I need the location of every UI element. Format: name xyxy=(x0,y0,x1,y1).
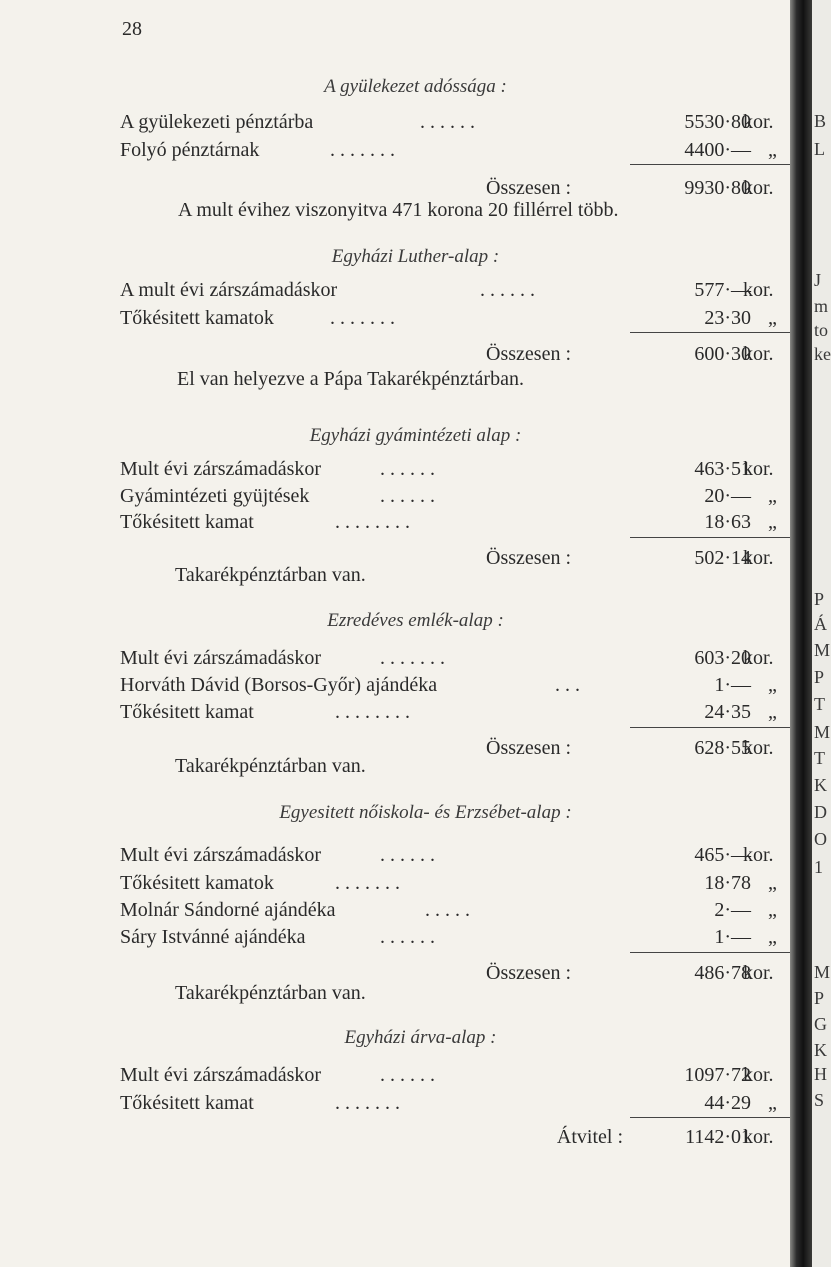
row-unit: „ xyxy=(768,674,777,696)
row-amount: 4400·— xyxy=(684,139,751,161)
total-amount: 600·30 xyxy=(694,343,751,365)
row-amount: 603·20 xyxy=(694,647,751,669)
row-label: A mult évi zárszámadáskor xyxy=(120,279,338,301)
total-label: Összesen : xyxy=(486,962,571,984)
row-amount: 577·— xyxy=(694,279,751,301)
row-label: Tőkésitett kamatok xyxy=(120,872,274,894)
row-unit: kor. xyxy=(743,111,774,133)
row-label: Folyó pénztárnak xyxy=(120,139,260,161)
edge-letter: S xyxy=(814,1090,825,1110)
row-label: Sáry Istvánné ajándéka xyxy=(120,926,306,948)
row-amount: 18·78 xyxy=(704,872,751,894)
row-amount: 463·51 xyxy=(694,458,751,480)
row-label: Gyámintézeti gyüjtések xyxy=(120,485,310,507)
row-dots: . . . . . . . . xyxy=(335,511,410,533)
row-amount: 1·— xyxy=(714,926,751,948)
total-unit: kor. xyxy=(743,343,774,365)
row-label: Mult évi zárszámadáskor xyxy=(120,844,322,866)
section-title: Egyházi gyámintézeti alap : xyxy=(309,425,522,446)
section-title: A gyülekezet adóssága : xyxy=(324,76,507,97)
edge-letter: G xyxy=(814,1014,827,1034)
edge-letter: O xyxy=(814,829,827,849)
edge-letter: B xyxy=(814,111,827,131)
row-amount: 24·35 xyxy=(704,701,751,723)
section-title: Egyházi Luther-alap : xyxy=(331,246,500,267)
row-dots: . . . . . . . . xyxy=(335,701,410,723)
row-amount: 18·63 xyxy=(704,511,751,533)
row-label: Mult évi zárszámadáskor xyxy=(120,1064,322,1086)
row-label: Mult évi zárszámadáskor xyxy=(120,647,322,669)
edge-letter: D xyxy=(814,802,827,822)
section-note: El van helyezve a Pápa Takarékpénztárban. xyxy=(177,368,524,390)
edge-letter: M xyxy=(814,722,831,742)
section-title: Ezredéves emlék-alap : xyxy=(327,610,504,631)
total-unit: kor. xyxy=(743,737,774,759)
row-unit: „ xyxy=(768,872,777,894)
row-label: Mult évi zárszámadáskor xyxy=(120,458,322,480)
total-unit: kor. xyxy=(743,177,774,199)
row-dots: . . . . . . xyxy=(380,926,435,948)
section-title: Egyesitett nőiskola- és Erzsébet-alap : xyxy=(279,802,572,823)
total-label: Összesen : xyxy=(486,343,571,365)
page-number: 28 xyxy=(122,18,142,40)
edge-letter: P xyxy=(814,589,825,609)
row-unit: kor. xyxy=(743,279,774,301)
row-amount: 5530·80 xyxy=(684,111,751,133)
edge-letter: K xyxy=(814,1040,827,1060)
section-title: Egyházi árva-alap : xyxy=(344,1027,497,1048)
edge-letter: P xyxy=(814,667,825,687)
row-amount: 20·— xyxy=(704,485,751,507)
row-label: Horváth Dávid (Borsos-Győr) ajándéka xyxy=(120,674,438,696)
section-note: Takarékpénztárban van. xyxy=(175,564,366,586)
edge-letter: M xyxy=(814,962,831,982)
row-dots: . . . . . . . xyxy=(380,647,445,669)
sum-rule xyxy=(630,537,795,538)
row-unit: „ xyxy=(768,899,777,921)
total-label: Átvitel : xyxy=(556,1126,623,1148)
edge-letter: M xyxy=(814,640,831,660)
row-unit: kor. xyxy=(743,1064,774,1086)
row-dots: . . . . . . . xyxy=(335,1092,400,1114)
row-dots: . . . . . . xyxy=(420,111,475,133)
edge-letter: T xyxy=(814,748,825,768)
edge-letter: to xyxy=(814,320,829,340)
book-spine-shadow xyxy=(790,0,812,1267)
edge-letter: K xyxy=(814,775,827,795)
edge-letter: m xyxy=(814,296,829,316)
row-amount: 2·— xyxy=(714,899,751,921)
row-label: Tőkésitett kamatok xyxy=(120,307,274,329)
row-unit: kor. xyxy=(743,458,774,480)
row-unit: kor. xyxy=(743,844,774,866)
sum-rule xyxy=(630,1117,795,1118)
total-amount: 628·55 xyxy=(694,737,751,759)
edge-letter: ke xyxy=(814,344,831,364)
edge-letter: L xyxy=(814,139,825,159)
row-dots: . . . . . . . xyxy=(330,307,395,329)
row-amount: 1·— xyxy=(714,674,751,696)
row-dots: . . . . . xyxy=(425,899,470,921)
row-label: Tőkésitett kamat xyxy=(120,511,254,533)
row-amount: 465·— xyxy=(694,844,751,866)
row-dots: . . . . . . xyxy=(480,279,535,301)
row-amount: 44·29 xyxy=(704,1092,751,1114)
total-label: Összesen : xyxy=(486,177,571,199)
row-label: A gyülekezeti pénztárba xyxy=(120,111,314,133)
row-dots: . . . . . . xyxy=(380,1064,435,1086)
row-unit: „ xyxy=(768,701,777,723)
total-amount: 9930·80 xyxy=(684,177,751,199)
sum-rule xyxy=(630,952,795,953)
edge-letter: 1 xyxy=(814,857,823,877)
total-amount: 1142·01 xyxy=(685,1126,751,1148)
row-dots: . . . . . . . xyxy=(335,872,400,894)
total-amount: 486·78 xyxy=(694,962,751,984)
total-unit: kor. xyxy=(743,962,774,984)
edge-letter: Á xyxy=(814,614,827,634)
row-unit: „ xyxy=(768,485,777,507)
row-label: Tőkésitett kamat xyxy=(120,1092,254,1114)
total-label: Összesen : xyxy=(486,737,571,759)
total-unit: kor. xyxy=(743,1126,774,1148)
row-label: Tőkésitett kamat xyxy=(120,701,254,723)
row-unit: „ xyxy=(768,511,777,533)
row-dots: . . . xyxy=(555,674,580,696)
section-note: A mult évihez viszonyitva 471 korona 20 fillérrel több. xyxy=(178,199,619,221)
row-unit: „ xyxy=(768,139,777,161)
section-note: Takarékpénztárban van. xyxy=(175,982,366,1004)
row-unit: „ xyxy=(768,926,777,948)
row-dots: . . . . . . xyxy=(380,485,435,507)
edge-letter: T xyxy=(814,694,825,714)
row-unit: „ xyxy=(768,1092,777,1114)
row-dots: . . . . . . xyxy=(380,844,435,866)
total-unit: kor. xyxy=(743,547,774,569)
sum-rule xyxy=(630,727,795,728)
row-unit: „ xyxy=(768,307,777,329)
row-dots: . . . . . . xyxy=(380,458,435,480)
sum-rule xyxy=(630,332,795,333)
total-amount: 502·14 xyxy=(694,547,751,569)
total-label: Összesen : xyxy=(486,547,571,569)
row-unit: kor. xyxy=(743,647,774,669)
edge-letter: H xyxy=(814,1064,827,1084)
row-amount: 23·30 xyxy=(704,307,751,329)
row-amount: 1097·72 xyxy=(684,1064,751,1086)
sum-rule xyxy=(630,164,795,165)
row-dots: . . . . . . . xyxy=(330,139,395,161)
row-label: Molnár Sándorné ajándéka xyxy=(120,899,336,921)
section-note: Takarékpénztárban van. xyxy=(175,755,366,777)
edge-letter: P xyxy=(814,988,825,1008)
edge-letter: J xyxy=(814,270,822,290)
